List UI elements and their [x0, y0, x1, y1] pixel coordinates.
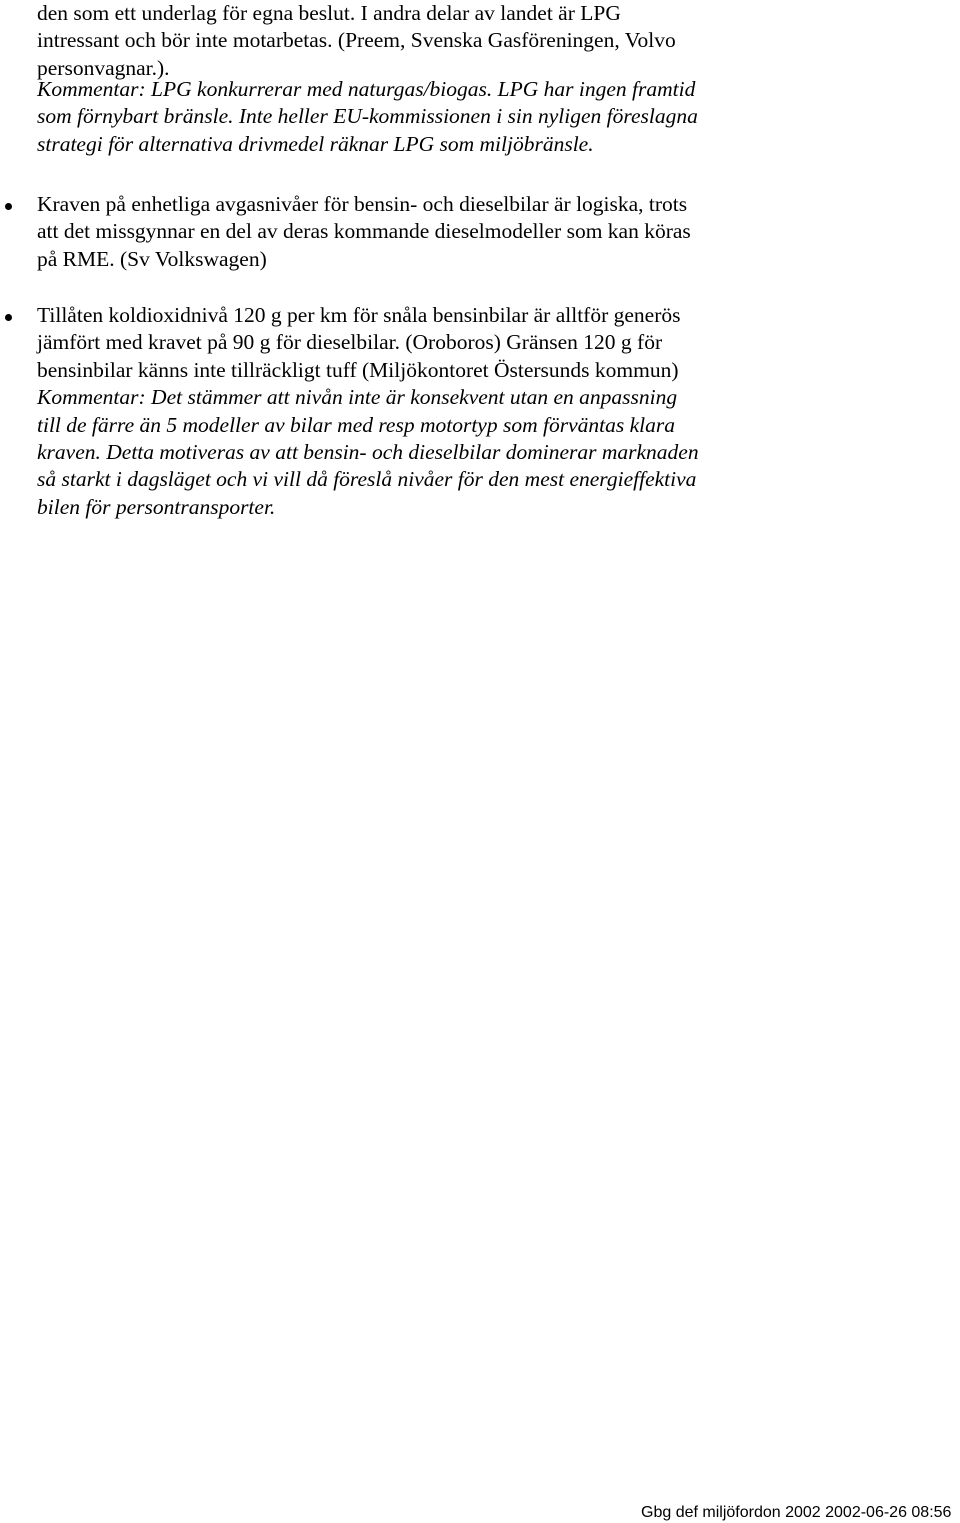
text-line: bensinbilar känns inte tillräckligt tuff (Miljökontoret Östersunds kommun): [37, 357, 679, 382]
comment-line: så starkt i dagsläget och vi vill då föreslå nivåer för den mest energieffektiva: [37, 467, 697, 492]
bullet-item-koldioxidniva: [37, 302, 937, 521]
bullet-item-avgasnivaer: [37, 191, 937, 273]
text-line: intressant och bör inte motarbetas. (Preem, Svenska Gasföreningen, Volvo: [37, 28, 676, 53]
text-line: personvagnar.).: [37, 55, 170, 80]
comment-line: som förnybart bränsle. Inte heller EU-kommissionen i sin nyligen föreslagna: [37, 104, 698, 129]
bullet-dot: [5, 314, 12, 321]
text-line: jämfört med kravet på 90 g för dieselbilar. (Oroboros) Gränsen 120 g för: [37, 330, 663, 355]
comment-line: strategi för alternativa drivmedel räknar LPG som miljöbränsle.: [37, 131, 594, 156]
bullet-dot: [5, 203, 12, 210]
comment-line: Kommentar: LPG konkurrerar med naturgas/biogas. LPG har ingen framtid: [37, 77, 696, 101]
paragraph-continuation: [37, 0, 937, 82]
text-line: att det missgynnar en del av deras kommande dieselmodeller som kan köras: [37, 219, 691, 244]
comment-line: Kommentar: Det stämmer att nivån inte är konsekvent utan en anpassning: [37, 385, 678, 410]
comment-lpg: [37, 76, 937, 158]
text-line: den som ett underlag för egna beslut. I andra delar av landet är LPG: [37, 1, 621, 25]
text-line: på RME. (Sv Volkswagen): [37, 246, 267, 271]
comment-line: kraven. Detta motiveras av att bensin- och dieselbilar dominerar marknaden: [37, 440, 699, 465]
comment-line: till de färre än 5 modeller av bilar med resp motortyp som förväntas klara: [37, 412, 675, 437]
comment-line: bilen för persontransporter.: [37, 494, 276, 519]
page-footer: Gbg def miljöfordon 2002 2002-06-26 08:56: [641, 1504, 952, 1521]
text-line: Kraven på enhetliga avgasnivåer för bensin- och dieselbilar är logiska, trots: [37, 192, 688, 216]
text-line: Tillåten koldioxidnivå 120 g per km för snåla bensinbilar är alltför generös: [37, 303, 681, 327]
